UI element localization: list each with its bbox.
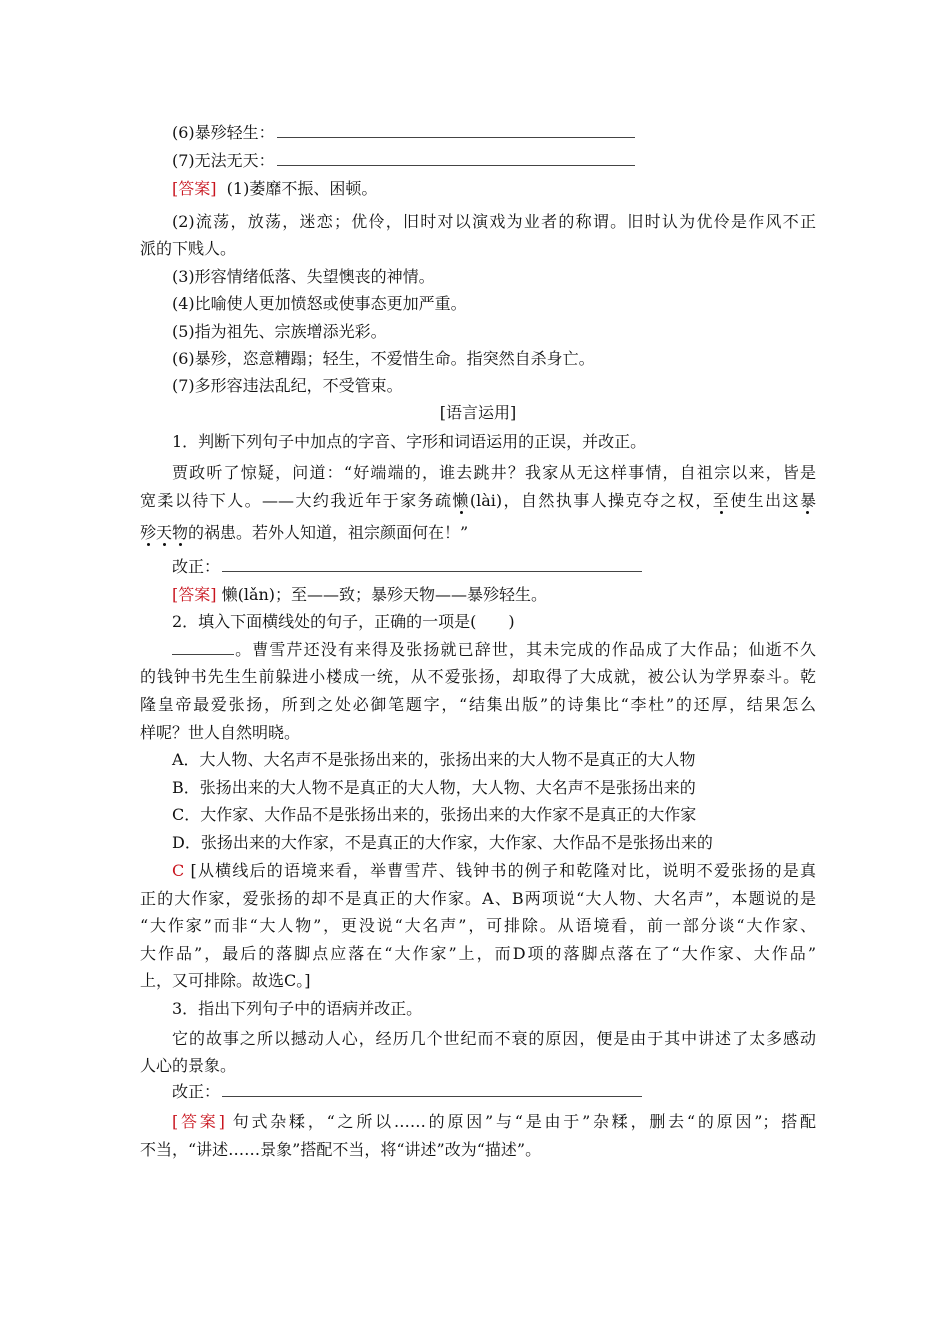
question-prompt: 3．指出下列句子中的语病并改正。 (172, 999, 423, 1018)
answer-text: (1)萎靡不振、困顿。 (226, 179, 378, 198)
answer-blank[interactable] (222, 1079, 642, 1097)
explanation-line: C [从横线后的语境来看，举曹雪芹、钱钟书的例子和乾隆对比，说明不爱张扬的是真 (172, 861, 816, 880)
explanation-line: 正的大作家，爱张扬的却不是真正的大作家。A、B两项说“大人物、大名声”，本题说的是 (140, 889, 816, 908)
answer-text: 懒(lǎn)；至——致；暴殄天物——暴殄轻生。 (216, 585, 548, 604)
answer-tag: [答案] (172, 1112, 225, 1131)
paragraph-line: 贾政听了惊疑，问道：“好端端的，谁去跳井？我家从无这样事情，自祖宗以来，皆是 (172, 463, 816, 482)
option-b[interactable]: B．张扬出来的大人物不是真正的大人物，大人物、大名声不是张扬出来的 (172, 778, 696, 797)
dotted-char: 暴 (799, 491, 816, 510)
answer-line: 派的下贱人。 (140, 239, 237, 258)
option-d[interactable]: D．张扬出来的大作家，不是真正的大作家，大作家、大作品不是张扬出来的 (172, 833, 713, 852)
answer-line: [答案] 句式杂糅，“之所以……的原因”与“是由于”杂糅，删去“的原因”；搭配 (172, 1112, 816, 1131)
dotted-char: 殄 (140, 523, 157, 542)
fix-line (172, 554, 816, 580)
answer-line: 不当，“讲述……景象”搭配不当，将“讲述”改为“描述”。 (140, 1140, 542, 1159)
explanation-line: 大作品”，最后的落脚点应落在“大作家”上，而D项的落脚点落在了“大作家、大作品” (140, 944, 816, 963)
item-label: (7)无法无天： (172, 151, 275, 170)
answer-line (172, 176, 816, 202)
fix-label: 改正： (172, 557, 221, 576)
answer-line: (4)比喻使人更加愤怒或使事态更加严重。 (172, 294, 467, 313)
answer-line (172, 582, 816, 608)
section-title: [语言运用] (439, 403, 517, 422)
answer-line: (2)流荡，放荡，迷恋；优伶，旧时对以演戏为业者的称谓。旧时认为优伶是作风不正 (172, 212, 816, 231)
item-6 (172, 120, 816, 146)
answer-blank[interactable] (277, 148, 635, 166)
dotted-char: 天 (156, 523, 173, 542)
answer-blank[interactable] (222, 554, 642, 572)
paragraph-line: 样呢？世人自然明晓。 (140, 723, 301, 742)
item-label: (6)暴殄轻生： (172, 123, 275, 142)
answer-letter: C (172, 861, 185, 880)
paragraph-line: 宽柔以待下人。——大约我近年于家务疏懒(lài)，自然执事人操克夺之权，至使生出这暴 (140, 491, 816, 510)
explanation-line: 上，又可排除。故选C。] (140, 971, 311, 990)
answer-line: (6)暴殄，恣意糟蹋；轻生，不爱惜生命。指突然自杀身亡。 (172, 349, 595, 368)
option-c[interactable]: C．大作家、大作品不是张扬出来的，张扬出来的大作家不是真正的大作家 (172, 805, 697, 824)
item-7 (172, 148, 816, 174)
answer-tag: [答案] (172, 179, 217, 198)
paragraph-line: 它的故事之所以撼动人心，经历几个世纪而不衰的原因，便是由于其中讲述了太多感动 (172, 1029, 816, 1048)
fix-label: 改正： (172, 1082, 221, 1101)
option-a[interactable]: A．大人物、大名声不是张扬出来的，张扬出来的大人物不是真正的大人物 (172, 750, 696, 769)
answer-line: (3)形容情绪低落、失望懊丧的神情。 (172, 267, 435, 286)
fill-blank[interactable] (172, 637, 234, 655)
dotted-char: 物 (172, 523, 189, 542)
answer-tag: [答案] (172, 585, 217, 604)
answer-line: (7)多形容违法乱纪，不受管束。 (172, 376, 403, 395)
dotted-char: 至 (712, 491, 731, 510)
answer-line: (5)指为祖先、宗族增添光彩。 (172, 322, 387, 341)
paragraph-line: 人心的景象。 (140, 1056, 237, 1075)
explanation-line: “大作家”而非“大人物”，更没说“大名声”，可排除。从语境看，前一部分谈“大作家、 (140, 916, 816, 935)
paragraph-line: 隆皇帝最爱张扬，所到之处必御笔题字，“结集出版”的诗集比“李杜”的还厚，结果怎么 (140, 695, 816, 714)
paragraph-line: 的钱钟书先生生前躲进小楼成一统，从不爱张扬，却取得了大成就，被公认为学界泰斗。乾 (140, 667, 816, 686)
question-prompt: 2．填入下面横线处的句子，正确的一项是( ) (172, 612, 515, 631)
answer-blank[interactable] (277, 120, 635, 138)
question-prompt: 1．判断下列句子中加点的字音、字形和词语运用的正误，并改正。 (172, 432, 647, 451)
paragraph-line: 殄天物的祸患。若外人知道，祖宗颜面何在！” (140, 523, 469, 542)
fix-line (172, 1079, 816, 1105)
dotted-char: 懒 (452, 491, 470, 510)
paragraph-line: 。曹雪芹还没有来得及张扬就已辞世，其未完成的作品成了大作品；仙逝不久 (172, 637, 816, 663)
